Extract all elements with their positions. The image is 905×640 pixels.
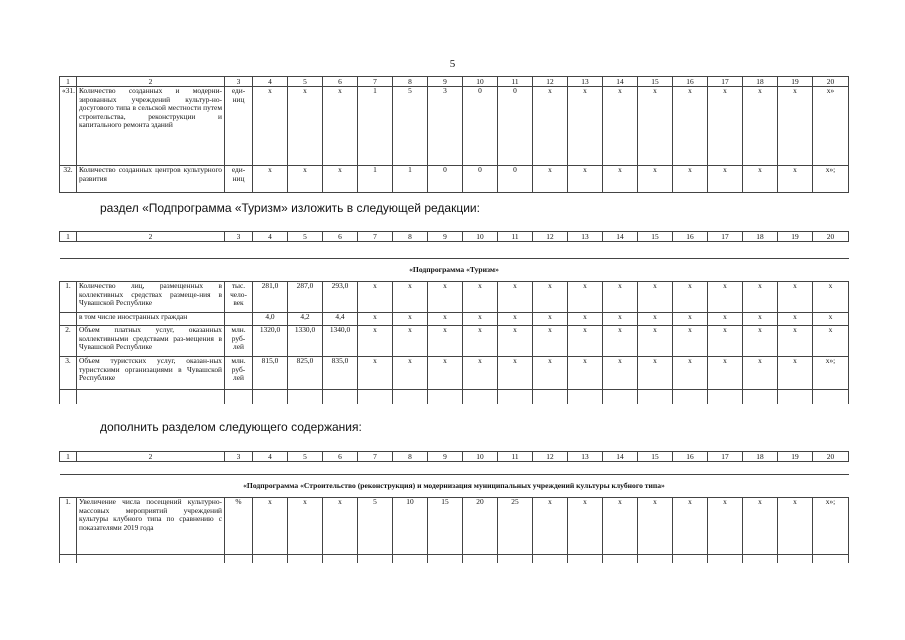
- value-cell: 287,0: [288, 282, 323, 313]
- value-cell: х: [428, 282, 463, 313]
- value-cell: х»;: [813, 357, 849, 390]
- value-cell: х: [708, 313, 743, 326]
- value-cell: 0: [498, 87, 533, 166]
- column-number: 18: [743, 77, 778, 87]
- value-cell: 0: [428, 166, 463, 193]
- value-cell: х: [568, 282, 603, 313]
- column-number: 7: [358, 232, 393, 242]
- value-cell: х»;: [813, 498, 849, 555]
- value-cell: х: [568, 313, 603, 326]
- value-cell: х: [568, 166, 603, 193]
- column-number: 3: [225, 232, 253, 242]
- column-number: 15: [638, 77, 673, 87]
- value-cell: х: [358, 282, 393, 313]
- unit-cell: тыс. чело-век: [225, 282, 253, 313]
- value-cell: х: [743, 87, 778, 166]
- unit-cell: млн. руб-лей: [225, 326, 253, 357]
- value-cell: х: [673, 166, 708, 193]
- table-row: [60, 326, 849, 357]
- value-cell: х: [708, 166, 743, 193]
- column-number: 4: [253, 77, 288, 87]
- value-cell: х: [638, 282, 673, 313]
- value-cell: х: [778, 326, 813, 357]
- value-cell: х: [778, 498, 813, 555]
- value-cell: х: [708, 87, 743, 166]
- value-cell: х: [253, 87, 288, 166]
- column-number: 12: [533, 77, 568, 87]
- table-row: [60, 166, 849, 193]
- value-cell: х: [393, 313, 428, 326]
- value-cell: 5: [393, 87, 428, 166]
- value-cell: х: [463, 313, 498, 326]
- value-cell: 1: [393, 166, 428, 193]
- value-cell: х: [743, 326, 778, 357]
- indicators-table-tourism: [59, 231, 849, 404]
- subprogram-title: «Подпрограмма «Туризм»: [60, 259, 849, 282]
- value-cell: 25: [498, 498, 533, 555]
- value-cell: х: [673, 498, 708, 555]
- value-cell: х: [463, 282, 498, 313]
- value-cell: х: [673, 313, 708, 326]
- value-cell: 4,0: [253, 313, 288, 326]
- value-cell: х: [743, 282, 778, 313]
- value-cell: х: [428, 326, 463, 357]
- column-number: 17: [708, 452, 743, 462]
- column-number: 17: [708, 232, 743, 242]
- value-cell: 1: [358, 87, 393, 166]
- value-cell: х: [708, 326, 743, 357]
- value-cell: х: [323, 498, 358, 555]
- indicators-table-construction: [59, 451, 849, 563]
- value-cell: 825,0: [288, 357, 323, 390]
- column-number: 2: [77, 77, 225, 87]
- value-cell: х: [568, 87, 603, 166]
- value-cell: х: [358, 357, 393, 390]
- column-number: 9: [428, 232, 463, 242]
- column-number-row: [60, 77, 849, 87]
- value-cell: 20: [463, 498, 498, 555]
- indicator-name: Объем туристских услуг, оказан-ных туристскими организациями в Чувашской Республике: [77, 357, 225, 390]
- column-number: 5: [288, 77, 323, 87]
- column-number: 20: [813, 452, 849, 462]
- column-number: 15: [638, 452, 673, 462]
- value-cell: 835,0: [323, 357, 358, 390]
- row-number: 2.: [60, 326, 77, 357]
- subprogram-title-row: [60, 259, 849, 282]
- value-cell: х: [638, 313, 673, 326]
- column-number: 19: [778, 232, 813, 242]
- value-cell: х: [603, 498, 638, 555]
- column-number: 11: [498, 232, 533, 242]
- column-number: 8: [393, 452, 428, 462]
- column-number: 12: [533, 232, 568, 242]
- value-cell: 1340,0: [323, 326, 358, 357]
- table-row: [60, 87, 849, 166]
- indicator-name: Увеличение числа посещений культурно-массовых мероприятий учреждений культуры клубного типа по сравнению с показателями 2019 года: [77, 498, 225, 555]
- unit-cell: [225, 313, 253, 326]
- value-cell: х: [708, 498, 743, 555]
- column-number: 2: [77, 452, 225, 462]
- row-number: 3.: [60, 357, 77, 390]
- value-cell: х: [428, 313, 463, 326]
- column-number: 18: [743, 452, 778, 462]
- value-cell: х: [463, 326, 498, 357]
- value-cell: х: [813, 326, 849, 357]
- value-cell: х: [778, 87, 813, 166]
- column-number: 14: [603, 232, 638, 242]
- value-cell: 15: [428, 498, 463, 555]
- column-number: 15: [638, 232, 673, 242]
- value-cell: х: [288, 166, 323, 193]
- value-cell: 0: [463, 87, 498, 166]
- value-cell: х: [428, 357, 463, 390]
- column-number: 3: [225, 452, 253, 462]
- value-cell: х: [253, 166, 288, 193]
- value-cell: х: [393, 326, 428, 357]
- unit-cell: млн. руб-лей: [225, 357, 253, 390]
- value-cell: х: [813, 282, 849, 313]
- indicator-name: в том числе иностранных граждан: [77, 313, 225, 326]
- column-number: 16: [673, 77, 708, 87]
- value-cell: х: [288, 498, 323, 555]
- column-number: 12: [533, 452, 568, 462]
- value-cell: х: [743, 166, 778, 193]
- column-number: 3: [225, 77, 253, 87]
- column-number: 19: [778, 452, 813, 462]
- value-cell: х: [358, 326, 393, 357]
- value-cell: 10: [393, 498, 428, 555]
- value-cell: х: [533, 166, 568, 193]
- value-cell: х: [638, 166, 673, 193]
- value-cell: х: [673, 87, 708, 166]
- tail-row: [60, 390, 849, 405]
- column-number: 9: [428, 77, 463, 87]
- value-cell: х: [533, 87, 568, 166]
- value-cell: 1330,0: [288, 326, 323, 357]
- value-cell: 281,0: [253, 282, 288, 313]
- column-number: 1: [60, 232, 77, 242]
- column-number: 7: [358, 452, 393, 462]
- unit-cell: %: [225, 498, 253, 555]
- column-number: 13: [568, 452, 603, 462]
- column-number: 9: [428, 452, 463, 462]
- value-cell: х: [638, 326, 673, 357]
- value-cell: х: [498, 357, 533, 390]
- column-number: 5: [288, 452, 323, 462]
- table-row: [60, 498, 849, 555]
- value-cell: 1320,0: [253, 326, 288, 357]
- value-cell: х: [253, 498, 288, 555]
- value-cell: х: [533, 357, 568, 390]
- column-number: 10: [463, 77, 498, 87]
- value-cell: х: [603, 326, 638, 357]
- value-cell: х: [603, 357, 638, 390]
- value-cell: х»: [813, 87, 849, 166]
- column-number: 20: [813, 77, 849, 87]
- column-number-row: [60, 452, 849, 462]
- column-number: 6: [323, 452, 358, 462]
- value-cell: х: [778, 166, 813, 193]
- value-cell: 4,4: [323, 313, 358, 326]
- value-cell: х: [603, 166, 638, 193]
- value-cell: х: [638, 357, 673, 390]
- row-number: 1.: [60, 282, 77, 313]
- column-number: 16: [673, 232, 708, 242]
- column-number: 5: [288, 232, 323, 242]
- row-number: 1.: [60, 498, 77, 555]
- column-number: 8: [393, 77, 428, 87]
- column-number: 13: [568, 77, 603, 87]
- indicator-name: Количество созданных центров культурного развития: [77, 166, 225, 193]
- table-row: [60, 357, 849, 390]
- column-number: 4: [253, 232, 288, 242]
- value-cell: х: [603, 282, 638, 313]
- spacer-row: [60, 462, 849, 475]
- value-cell: х: [323, 87, 358, 166]
- value-cell: х: [778, 357, 813, 390]
- column-number: 11: [498, 77, 533, 87]
- value-cell: 815,0: [253, 357, 288, 390]
- column-number: 2: [77, 232, 225, 242]
- value-cell: 4,2: [288, 313, 323, 326]
- column-number: 16: [673, 452, 708, 462]
- column-number-row: [60, 232, 849, 242]
- section-heading-new: дополнить разделом следующего содержания:: [100, 420, 362, 434]
- column-number: 10: [463, 452, 498, 462]
- value-cell: х: [323, 166, 358, 193]
- value-cell: х: [603, 87, 638, 166]
- column-number: 4: [253, 452, 288, 462]
- column-number: 1: [60, 452, 77, 462]
- subprogram-title-row: [60, 475, 849, 498]
- column-number: 14: [603, 452, 638, 462]
- indicator-name: Количество созданных и модерни-зированных учреждений культур-но-досугового типа в сельской местности путем строительства, реконструкции и капитального ремонта зданий: [77, 87, 225, 166]
- value-cell: х: [673, 357, 708, 390]
- value-cell: х: [638, 87, 673, 166]
- value-cell: х»;: [813, 166, 849, 193]
- value-cell: х: [778, 313, 813, 326]
- value-cell: х: [533, 313, 568, 326]
- row-number: 32.: [60, 166, 77, 193]
- value-cell: х: [743, 313, 778, 326]
- indicators-table-culture: [59, 76, 849, 193]
- value-cell: х: [533, 498, 568, 555]
- value-cell: х: [708, 357, 743, 390]
- value-cell: х: [743, 357, 778, 390]
- spacer-row: [60, 242, 849, 259]
- column-number: 11: [498, 452, 533, 462]
- value-cell: х: [673, 282, 708, 313]
- value-cell: 0: [463, 166, 498, 193]
- value-cell: х: [498, 282, 533, 313]
- value-cell: х: [638, 498, 673, 555]
- row-number: «31.: [60, 87, 77, 166]
- value-cell: х: [673, 326, 708, 357]
- value-cell: х: [568, 326, 603, 357]
- column-number: 6: [323, 232, 358, 242]
- value-cell: 1: [358, 166, 393, 193]
- value-cell: х: [498, 313, 533, 326]
- value-cell: х: [708, 282, 743, 313]
- column-number: 19: [778, 77, 813, 87]
- column-number: 6: [323, 77, 358, 87]
- column-number: 20: [813, 232, 849, 242]
- indicator-name: Объем платных услуг, оказанных коллективными средствами раз-мещения в Чувашской Республике: [77, 326, 225, 357]
- table-row: [60, 282, 849, 313]
- subprogram-title: «Подпрограмма «Строительство (реконструкция) и модернизация муниципальных учреждений культуры клубного типа»: [60, 475, 849, 498]
- value-cell: 0: [498, 166, 533, 193]
- value-cell: 3: [428, 87, 463, 166]
- column-number: 1: [60, 77, 77, 87]
- value-cell: х: [603, 313, 638, 326]
- unit-cell: еди-ниц: [225, 166, 253, 193]
- unit-cell: еди-ниц: [225, 87, 253, 166]
- value-cell: х: [568, 357, 603, 390]
- column-number: 17: [708, 77, 743, 87]
- row-number: [60, 313, 77, 326]
- value-cell: х: [533, 326, 568, 357]
- indicator-name: Количество лиц, размещенных в коллективных средствах размеще-ния в Чувашской Республике: [77, 282, 225, 313]
- value-cell: х: [533, 282, 568, 313]
- column-number: 7: [358, 77, 393, 87]
- value-cell: х: [358, 313, 393, 326]
- column-number: 10: [463, 232, 498, 242]
- column-number: 13: [568, 232, 603, 242]
- value-cell: х: [393, 282, 428, 313]
- value-cell: х: [498, 326, 533, 357]
- value-cell: х: [743, 498, 778, 555]
- value-cell: х: [568, 498, 603, 555]
- section-heading-tourism: раздел «Подпрограмма «Туризм» изложить в следующей редакции:: [100, 201, 480, 215]
- value-cell: х: [393, 357, 428, 390]
- value-cell: 293,0: [323, 282, 358, 313]
- value-cell: х: [813, 313, 849, 326]
- table-row: [60, 313, 849, 326]
- value-cell: 5: [358, 498, 393, 555]
- column-number: 8: [393, 232, 428, 242]
- column-number: 14: [603, 77, 638, 87]
- value-cell: х: [463, 357, 498, 390]
- tail-row: [60, 555, 849, 564]
- value-cell: х: [778, 282, 813, 313]
- column-number: 18: [743, 232, 778, 242]
- page-number: 5: [449, 58, 456, 70]
- value-cell: х: [288, 87, 323, 166]
